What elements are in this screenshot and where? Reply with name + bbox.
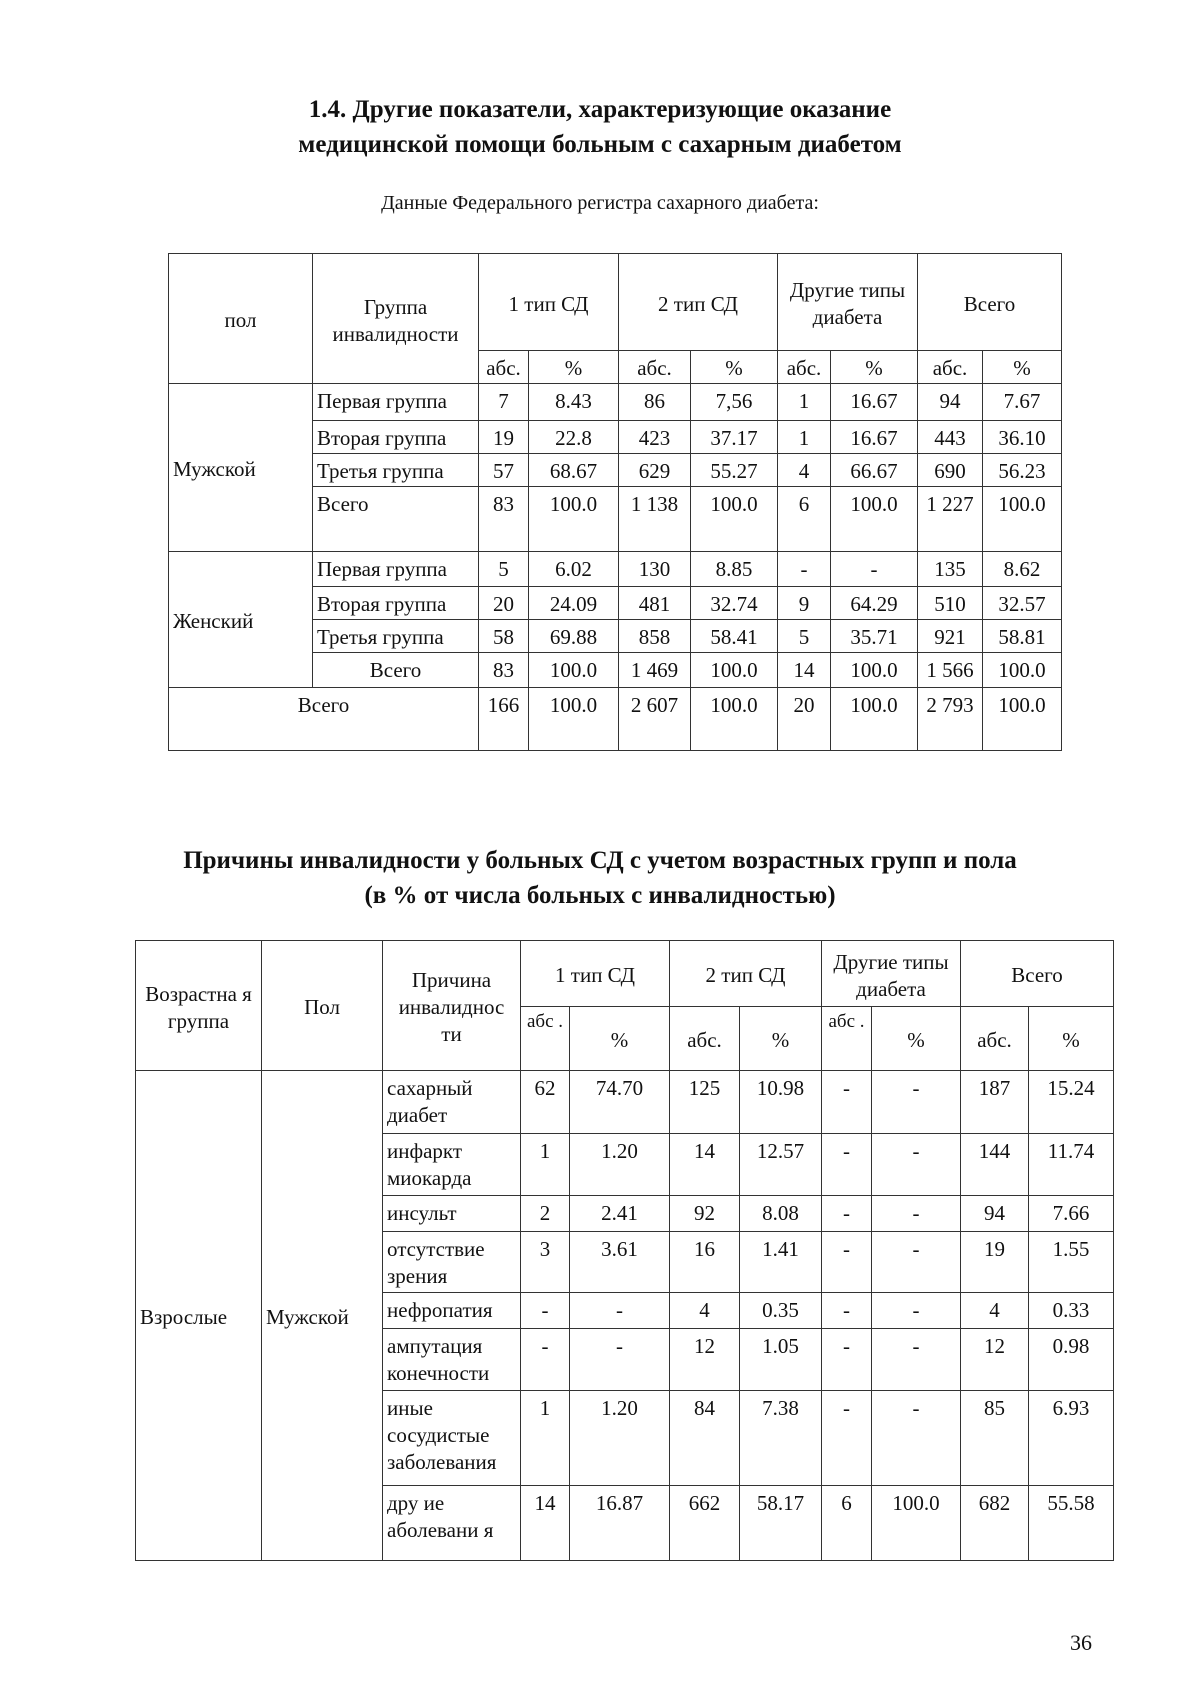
table-row (169, 552, 1062, 587)
total-pct-cell: 6.93 (1029, 1391, 1114, 1486)
other-pct-cell: 100.0 (831, 487, 918, 552)
disability-causes-table (135, 940, 1114, 1561)
header-pct: % (691, 351, 778, 384)
type2-abs-cell: 92 (670, 1196, 740, 1232)
type1-abs-cell: 57 (479, 454, 529, 487)
type1-abs-cell: 14 (521, 1486, 570, 1561)
type2-abs-cell: 1 469 (619, 653, 691, 688)
header-abs: абс. (778, 351, 831, 384)
header-type1: 1 тип СД (479, 254, 619, 351)
other-pct-cell: 100.0 (831, 653, 918, 688)
header-abs: абс. (479, 351, 529, 384)
header-type1: 1 тип СД (521, 941, 670, 1007)
grand-total-label: Всего (169, 688, 479, 751)
total-pct-cell: 58.81 (983, 620, 1062, 653)
total-pct-cell: 100.0 (983, 653, 1062, 688)
total-abs-cell: 2 793 (918, 688, 983, 751)
total-pct-cell: 56.23 (983, 454, 1062, 487)
type2-abs-cell: 130 (619, 552, 691, 587)
other-abs-cell: 1 (778, 421, 831, 454)
male-sex-label: Мужской (169, 384, 313, 552)
total-pct-cell: 7.67 (983, 384, 1062, 421)
other-pct-cell: - (872, 1293, 961, 1329)
type1-abs-cell: - (521, 1293, 570, 1329)
header-pct: % (872, 1007, 961, 1071)
group-label-cell: Всего (313, 653, 479, 688)
header-other-types: Другие типы диабета (778, 254, 918, 351)
header-type2: 2 тип СД (619, 254, 778, 351)
type1-abs-cell: 83 (479, 487, 529, 552)
other-abs-cell: - (822, 1134, 872, 1196)
type1-abs-cell: 20 (479, 587, 529, 620)
type2-abs-cell: 858 (619, 620, 691, 653)
total-pct-cell: 55.58 (1029, 1486, 1114, 1561)
age-group-cell: Взрослые (136, 1071, 262, 1561)
causes-heading-line-1: Причины инвалидности у больных СД с учетом возрастных групп и пола (183, 847, 1017, 874)
other-abs-cell: 20 (778, 688, 831, 751)
other-abs-cell: 6 (822, 1486, 872, 1561)
other-pct-cell: 35.71 (831, 620, 918, 653)
total-abs-cell: 19 (961, 1232, 1029, 1293)
other-abs-cell: 5 (778, 620, 831, 653)
group-label-cell: Третья группа (313, 454, 479, 487)
header-pct: % (570, 1007, 670, 1071)
cause-cell: дру ие аболевани я (383, 1486, 521, 1561)
total-abs-cell: 94 (961, 1196, 1029, 1232)
header-type2: 2 тип СД (670, 941, 822, 1007)
total-pct-cell: 15.24 (1029, 1071, 1114, 1134)
type1-pct-cell: 100.0 (529, 487, 619, 552)
sex-cell: Мужской (262, 1071, 383, 1561)
cause-cell: сахарный диабет (383, 1071, 521, 1134)
type1-pct-cell: 16.87 (570, 1486, 670, 1561)
cause-cell: отсутствие зрения (383, 1232, 521, 1293)
total-abs-cell: 85 (961, 1391, 1029, 1486)
header-pct: % (529, 351, 619, 384)
other-abs-cell: - (822, 1329, 872, 1391)
type2-pct-cell: 55.27 (691, 454, 778, 487)
table-row (136, 1071, 1114, 1134)
type2-pct-cell: 1.41 (740, 1232, 822, 1293)
cause-cell: инсульт (383, 1196, 521, 1232)
other-abs-cell: 9 (778, 587, 831, 620)
header-total: Всего (961, 941, 1114, 1007)
header-age-group: Возрастна я группа (136, 941, 262, 1071)
type2-pct-cell: 1.05 (740, 1329, 822, 1391)
type1-abs-cell: 2 (521, 1196, 570, 1232)
type1-pct-cell: 3.61 (570, 1232, 670, 1293)
type2-pct-cell: 8.08 (740, 1196, 822, 1232)
total-abs-cell: 443 (918, 421, 983, 454)
section-heading-line-1: 1.4. Другие показатели, характеризующие оказание (308, 96, 892, 123)
type1-pct-cell: 68.67 (529, 454, 619, 487)
total-pct-cell: 7.66 (1029, 1196, 1114, 1232)
type2-abs-cell: 1 138 (619, 487, 691, 552)
female-sex-label: Женский (169, 552, 313, 688)
type2-pct-cell: 100.0 (691, 487, 778, 552)
total-abs-cell: 510 (918, 587, 983, 620)
total-pct-cell: 36.10 (983, 421, 1062, 454)
type2-pct-cell: 12.57 (740, 1134, 822, 1196)
type1-abs-cell: 166 (479, 688, 529, 751)
total-pct-cell: 1.55 (1029, 1232, 1114, 1293)
group-label-cell: Первая группа (313, 552, 479, 587)
other-pct-cell: - (872, 1196, 961, 1232)
type2-abs-cell: 125 (670, 1071, 740, 1134)
header-cause: Причина инвалиднос ти (383, 941, 521, 1071)
other-pct-cell: 100.0 (872, 1486, 961, 1561)
disability-groups-table (168, 253, 1062, 751)
table-row (169, 384, 1062, 421)
type1-abs-cell: 7 (479, 384, 529, 421)
other-abs-cell: - (822, 1232, 872, 1293)
header-abs: абс. (918, 351, 983, 384)
page-number: 36 (1070, 1630, 1092, 1655)
type2-abs-cell: 12 (670, 1329, 740, 1391)
type2-pct-cell: 8.85 (691, 552, 778, 587)
total-pct-cell: 11.74 (1029, 1134, 1114, 1196)
group-label-cell: Вторая группа (313, 421, 479, 454)
type1-abs-cell: 1 (521, 1391, 570, 1486)
other-pct-cell: - (872, 1071, 961, 1134)
total-abs-cell: 921 (918, 620, 983, 653)
type1-abs-cell: 83 (479, 653, 529, 688)
type1-abs-cell: 1 (521, 1134, 570, 1196)
header-pct: % (831, 351, 918, 384)
header-disability-group: Группа инвалидности (313, 254, 479, 384)
header-abs: абс . (521, 1007, 570, 1071)
type1-pct-cell: 6.02 (529, 552, 619, 587)
type1-abs-cell: 62 (521, 1071, 570, 1134)
other-pct-cell: 64.29 (831, 587, 918, 620)
type2-abs-cell: 481 (619, 587, 691, 620)
other-abs-cell: 1 (778, 384, 831, 421)
type2-pct-cell: 10.98 (740, 1071, 822, 1134)
type2-pct-cell: 100.0 (691, 688, 778, 751)
total-pct-cell: 32.57 (983, 587, 1062, 620)
other-pct-cell: 16.67 (831, 421, 918, 454)
table-row (169, 688, 1062, 751)
type2-abs-cell: 14 (670, 1134, 740, 1196)
causes-heading-line-2: (в % от числа больных с инвалидностью) (364, 882, 836, 909)
header-pct: % (1029, 1007, 1114, 1071)
type2-pct-cell: 32.74 (691, 587, 778, 620)
total-pct-cell: 8.62 (983, 552, 1062, 587)
total-abs-cell: 1 227 (918, 487, 983, 552)
total-abs-cell: 144 (961, 1134, 1029, 1196)
header-pct: % (740, 1007, 822, 1071)
type1-pct-cell: 1.20 (570, 1391, 670, 1486)
cause-cell: ампутация конечности (383, 1329, 521, 1391)
female-section (169, 552, 1062, 688)
type1-pct-cell: 74.70 (570, 1071, 670, 1134)
total-abs-cell: 682 (961, 1486, 1029, 1561)
other-abs-cell: - (822, 1071, 872, 1134)
type2-pct-cell: 7.38 (740, 1391, 822, 1486)
group-label-cell: Вторая группа (313, 587, 479, 620)
other-pct-cell: 100.0 (831, 688, 918, 751)
header-abs: абс . (822, 1007, 872, 1071)
type1-pct-cell: 100.0 (529, 688, 619, 751)
other-abs-cell: 6 (778, 487, 831, 552)
total-abs-cell: 135 (918, 552, 983, 587)
type1-pct-cell: - (570, 1293, 670, 1329)
type2-abs-cell: 423 (619, 421, 691, 454)
type2-pct-cell: 58.41 (691, 620, 778, 653)
type1-pct-cell: 2.41 (570, 1196, 670, 1232)
section-heading (0, 92, 1200, 162)
other-pct-cell: 66.67 (831, 454, 918, 487)
header-other-types: Другие типы диабета (822, 941, 961, 1007)
type1-abs-cell: 58 (479, 620, 529, 653)
other-abs-cell: - (822, 1196, 872, 1232)
header-sex: пол (169, 254, 313, 384)
group-label-cell: Третья группа (313, 620, 479, 653)
type1-abs-cell: 19 (479, 421, 529, 454)
total-pct-cell: 100.0 (983, 688, 1062, 751)
registry-subtitle: Данные Федерального регистра сахарного диабета: (381, 192, 819, 214)
type1-pct-cell: 8.43 (529, 384, 619, 421)
type1-abs-cell: - (521, 1329, 570, 1391)
other-pct-cell: 16.67 (831, 384, 918, 421)
other-pct-cell: - (831, 552, 918, 587)
causes-heading (0, 843, 1200, 913)
type1-abs-cell: 5 (479, 552, 529, 587)
type2-abs-cell: 4 (670, 1293, 740, 1329)
grand-total-section (169, 688, 1062, 751)
type1-pct-cell: 24.09 (529, 587, 619, 620)
header-total: Всего (918, 254, 1062, 351)
type1-pct-cell: - (570, 1329, 670, 1391)
other-pct-cell: - (872, 1134, 961, 1196)
total-pct-cell: 0.98 (1029, 1329, 1114, 1391)
total-pct-cell: 100.0 (983, 487, 1062, 552)
other-pct-cell: - (872, 1232, 961, 1293)
cause-cell: инфаркт миокарда (383, 1134, 521, 1196)
total-abs-cell: 4 (961, 1293, 1029, 1329)
type2-abs-cell: 84 (670, 1391, 740, 1486)
type2-pct-cell: 37.17 (691, 421, 778, 454)
total-abs-cell: 187 (961, 1071, 1029, 1134)
total-abs-cell: 1 566 (918, 653, 983, 688)
type1-abs-cell: 3 (521, 1232, 570, 1293)
total-abs-cell: 12 (961, 1329, 1029, 1391)
section-heading-line-2: медицинской помощи больным с сахарным диабетом (298, 131, 902, 158)
header-pct: % (983, 351, 1062, 384)
cause-cell: нефропатия (383, 1293, 521, 1329)
total-abs-cell: 690 (918, 454, 983, 487)
type1-pct-cell: 22.8 (529, 421, 619, 454)
header-abs: абс. (619, 351, 691, 384)
other-abs-cell: - (822, 1391, 872, 1486)
type2-abs-cell: 86 (619, 384, 691, 421)
other-abs-cell: - (778, 552, 831, 587)
total-pct-cell: 0.33 (1029, 1293, 1114, 1329)
type1-pct-cell: 1.20 (570, 1134, 670, 1196)
type2-abs-cell: 16 (670, 1232, 740, 1293)
type2-pct-cell: 58.17 (740, 1486, 822, 1561)
group-label-cell: Первая группа (313, 384, 479, 421)
type2-pct-cell: 100.0 (691, 653, 778, 688)
type1-pct-cell: 69.88 (529, 620, 619, 653)
type2-pct-cell: 0.35 (740, 1293, 822, 1329)
type1-pct-cell: 100.0 (529, 653, 619, 688)
other-abs-cell: 4 (778, 454, 831, 487)
group-label-cell: Всего (313, 487, 479, 552)
header-sex: Пол (262, 941, 383, 1071)
type2-abs-cell: 629 (619, 454, 691, 487)
other-pct-cell: - (872, 1391, 961, 1486)
total-abs-cell: 94 (918, 384, 983, 421)
other-abs-cell: 14 (778, 653, 831, 688)
other-abs-cell: - (822, 1293, 872, 1329)
type2-abs-cell: 662 (670, 1486, 740, 1561)
cause-cell: иные сосудистые заболевания (383, 1391, 521, 1486)
male-section (169, 384, 1062, 552)
other-pct-cell: - (872, 1329, 961, 1391)
type2-pct-cell: 7,56 (691, 384, 778, 421)
causes-body (136, 1071, 1114, 1561)
type2-abs-cell: 2 607 (619, 688, 691, 751)
header-abs: абс. (961, 1007, 1029, 1071)
header-abs: абс. (670, 1007, 740, 1071)
